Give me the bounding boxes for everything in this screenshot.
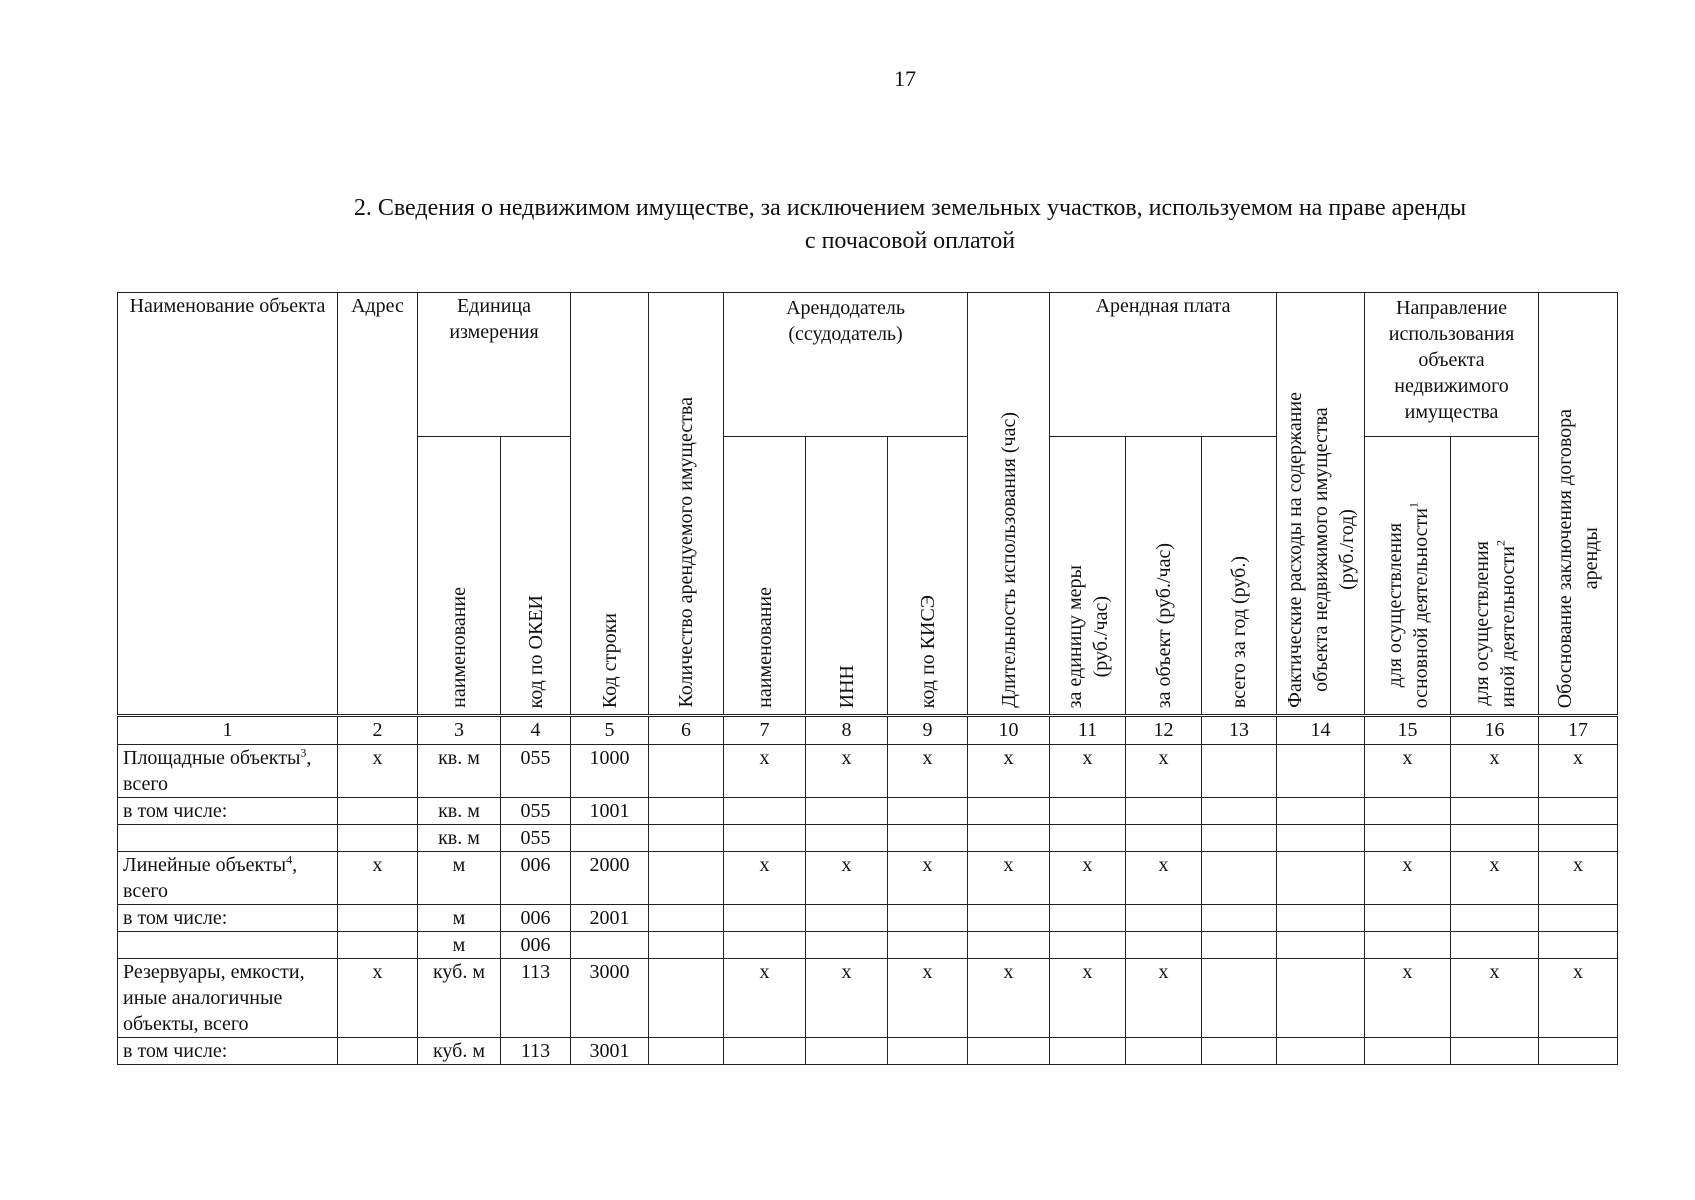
- table-cell: x: [1539, 959, 1618, 1038]
- table-cell: x: [1365, 852, 1451, 905]
- table-cell: [1451, 905, 1539, 932]
- table-cell: [1277, 825, 1365, 852]
- table-cell: x: [724, 959, 806, 1038]
- table-cell: [1126, 1038, 1202, 1065]
- header-unit-group: Единица измерения: [418, 293, 571, 437]
- header-lessor-kise-label: код по КИСЭ: [916, 594, 939, 708]
- table-cell: [1365, 1038, 1451, 1065]
- table-cell: [968, 825, 1050, 852]
- table-body: [118, 745, 1618, 1065]
- table-cell: 006: [501, 932, 571, 959]
- table-cell: [806, 798, 888, 825]
- table-cell: [1365, 905, 1451, 932]
- object-name-cell: [118, 745, 338, 798]
- header-duration: [968, 293, 1050, 716]
- header-direction-main-line-2: основной деятельности: [1409, 507, 1432, 708]
- table-cell: x: [724, 852, 806, 905]
- table-cell: x: [338, 745, 418, 798]
- table-header: [118, 293, 1618, 716]
- table-cell: [1277, 852, 1365, 905]
- table-cell: 006: [501, 905, 571, 932]
- header-rent-unit-line-1: за единицу меры: [1063, 564, 1086, 708]
- header-unit-name-label: наименование: [448, 587, 470, 708]
- table-cell: x: [338, 959, 418, 1038]
- table-cell: [1202, 959, 1277, 1038]
- footnote-marker: 3: [300, 745, 307, 760]
- object-name: Площадные объекты: [123, 747, 301, 769]
- header-expenses: [1277, 293, 1365, 716]
- table-cell: м: [418, 852, 501, 905]
- column-number-row: [118, 716, 1618, 745]
- column-number: 3: [418, 716, 501, 745]
- table-cell: [1202, 852, 1277, 905]
- table-cell: [724, 932, 806, 959]
- column-number: 11: [1050, 716, 1126, 745]
- table-cell: 3001: [571, 1038, 649, 1065]
- header-unit-okei: [501, 437, 571, 716]
- column-number: 1: [118, 716, 338, 745]
- column-number: 5: [571, 716, 649, 745]
- object-name-suffix: , всего: [123, 854, 298, 902]
- table-cell: [1277, 959, 1365, 1038]
- header-rent-object-label: за объект (руб./час): [1152, 542, 1175, 708]
- table-cell: [806, 825, 888, 852]
- table-row: [118, 959, 1618, 1038]
- column-number: 17: [1539, 716, 1618, 745]
- table-cell: [338, 905, 418, 932]
- table-cell: куб. м: [418, 1038, 501, 1065]
- table-cell: [1539, 1038, 1618, 1065]
- table-cell: [1050, 1038, 1126, 1065]
- table-cell: [649, 1038, 724, 1065]
- object-name-cell: [118, 1038, 338, 1065]
- table-cell: [1050, 825, 1126, 852]
- column-number: 15: [1365, 716, 1451, 745]
- column-number: 14: [1277, 716, 1365, 745]
- table-cell: x: [1050, 745, 1126, 798]
- table-cell: 3000: [571, 959, 649, 1038]
- object-name-cell: [118, 905, 338, 932]
- table-cell: x: [968, 745, 1050, 798]
- table-cell: [1277, 745, 1365, 798]
- table-cell: кв. м: [418, 825, 501, 852]
- table-cell: [724, 798, 806, 825]
- table-cell: [806, 1038, 888, 1065]
- header-rent-unit-line-2: (руб./час): [1089, 595, 1112, 677]
- header-lessor-name-label: наименование: [753, 587, 776, 708]
- column-number: 6: [649, 716, 724, 745]
- header-row-code-label: Код строки: [598, 612, 621, 708]
- table-cell: [1365, 798, 1451, 825]
- table-cell: [338, 932, 418, 959]
- object-name: в том числе:: [123, 800, 228, 822]
- header-row-code: [571, 293, 649, 716]
- table-cell: [1451, 932, 1539, 959]
- table-cell: кв. м: [418, 745, 501, 798]
- header-expenses-line-1: Фактические расходы на содержание: [1283, 392, 1306, 708]
- table-cell: x: [1126, 852, 1202, 905]
- table-row: [118, 798, 1618, 825]
- table-cell: [968, 905, 1050, 932]
- table-cell: [1202, 1038, 1277, 1065]
- table-cell: [724, 825, 806, 852]
- header-direction-main: [1365, 437, 1451, 716]
- table-cell: 113: [501, 1038, 571, 1065]
- table-row: [118, 852, 1618, 905]
- header-direction-main-line-1: для осуществления: [1383, 522, 1406, 688]
- table-cell: [1202, 825, 1277, 852]
- table-cell: x: [806, 852, 888, 905]
- table-cell: x: [888, 745, 968, 798]
- table-cell: [1050, 932, 1126, 959]
- table-cell: [1365, 825, 1451, 852]
- table-cell: x: [338, 852, 418, 905]
- object-name: Линейные объекты: [123, 854, 287, 876]
- table-cell: [968, 932, 1050, 959]
- table-cell: [649, 798, 724, 825]
- table-cell: [1277, 798, 1365, 825]
- table-cell: [1126, 905, 1202, 932]
- table-cell: [968, 798, 1050, 825]
- table-cell: x: [1539, 745, 1618, 798]
- table-cell: 055: [501, 798, 571, 825]
- table-cell: кв. м: [418, 798, 501, 825]
- table-cell: 2001: [571, 905, 649, 932]
- table-cell: x: [1539, 852, 1618, 905]
- table-cell: [571, 932, 649, 959]
- table-row: [118, 932, 1618, 959]
- table-cell: [1126, 825, 1202, 852]
- table-cell: [806, 905, 888, 932]
- header-rent-year-label: всего за год (руб.): [1228, 555, 1251, 708]
- table-cell: 113: [501, 959, 571, 1038]
- table-cell: x: [888, 959, 968, 1038]
- header-quantity-label: Количество арендуемого имущества: [675, 397, 698, 708]
- table-cell: м: [418, 932, 501, 959]
- table-cell: [1126, 932, 1202, 959]
- table-cell: [1126, 798, 1202, 825]
- table-cell: x: [1050, 959, 1126, 1038]
- table-cell: x: [1365, 745, 1451, 798]
- column-number: 9: [888, 716, 968, 745]
- header-lessor-inn: [806, 437, 888, 716]
- header-basis-line-2: аренды: [1580, 527, 1603, 590]
- footnote-1-marker: 1: [1405, 501, 1420, 508]
- header-direction-other: [1451, 437, 1539, 716]
- table-cell: [1277, 1038, 1365, 1065]
- table-cell: [888, 825, 968, 852]
- table-cell: [338, 825, 418, 852]
- table-cell: x: [1451, 852, 1539, 905]
- header-lessor-inn-label: ИНН: [835, 664, 858, 708]
- table-cell: [649, 959, 724, 1038]
- table-cell: 1000: [571, 745, 649, 798]
- header-lessor-group: Арендодатель (ссудодатель): [724, 293, 968, 437]
- table-cell: [888, 905, 968, 932]
- table-cell: [649, 852, 724, 905]
- section-title: [240, 192, 1580, 258]
- table-cell: [1451, 1038, 1539, 1065]
- header-basis-line-1: Обоснование заключения договора: [1554, 408, 1577, 708]
- table-cell: x: [1451, 745, 1539, 798]
- table-cell: 1001: [571, 798, 649, 825]
- table-cell: x: [888, 852, 968, 905]
- table-cell: [1365, 932, 1451, 959]
- table-cell: 006: [501, 852, 571, 905]
- table-cell: [1539, 905, 1618, 932]
- table-cell: [968, 1038, 1050, 1065]
- table-row: [118, 905, 1618, 932]
- table-cell: x: [968, 959, 1050, 1038]
- table-cell: [338, 1038, 418, 1065]
- header-rent-unit: [1050, 437, 1126, 716]
- table-cell: [338, 798, 418, 825]
- table-cell: [1050, 905, 1126, 932]
- column-number: 10: [968, 716, 1050, 745]
- section-title-line-1: 2. Сведения о недвижимом имуществе, за исключением земельных участков, используемом на праве аренды: [353, 195, 1467, 221]
- table-cell: [888, 798, 968, 825]
- footnote-2-marker: 2: [1492, 540, 1507, 547]
- table-cell: м: [418, 905, 501, 932]
- header-expenses-line-2: объекта недвижимого имущества: [1309, 407, 1332, 693]
- table-cell: [1451, 798, 1539, 825]
- column-number: 16: [1451, 716, 1539, 745]
- table-cell: [649, 905, 724, 932]
- table-cell: [649, 825, 724, 852]
- column-number: 4: [501, 716, 571, 745]
- table-cell: x: [806, 959, 888, 1038]
- table-cell: x: [1451, 959, 1539, 1038]
- header-direction-other-line-2: иной деятельности: [1496, 546, 1519, 708]
- table-row: [118, 745, 1618, 798]
- object-name-cell: [118, 959, 338, 1038]
- object-name-suffix: , всего: [123, 747, 312, 795]
- object-name: в том числе:: [123, 907, 228, 929]
- column-number: 8: [806, 716, 888, 745]
- table-cell: [1539, 798, 1618, 825]
- table-cell: 2000: [571, 852, 649, 905]
- header-unit-okei-label: код по ОКЕИ: [524, 594, 547, 708]
- header-duration-label: Длительность использования (час): [997, 412, 1020, 708]
- footnote-marker: 4: [286, 852, 293, 867]
- table-cell: x: [1126, 745, 1202, 798]
- object-name-cell: [118, 932, 338, 959]
- section-title-line-2: с почасовой оплатой: [804, 228, 1016, 254]
- table-row: [118, 1038, 1618, 1065]
- header-quantity: [649, 293, 724, 716]
- table-cell: [649, 932, 724, 959]
- object-name-cell: [118, 798, 338, 825]
- table-cell: [724, 905, 806, 932]
- table-cell: [1202, 745, 1277, 798]
- table-cell: [1202, 932, 1277, 959]
- table-cell: [1539, 932, 1618, 959]
- page-number: 17: [894, 66, 916, 91]
- table-cell: [888, 1038, 968, 1065]
- object-name: Резервуары, емкости, иные аналогичные объекты, всего: [123, 961, 305, 1035]
- header-basis: [1539, 293, 1618, 716]
- table-cell: [1277, 905, 1365, 932]
- table-cell: [806, 932, 888, 959]
- table-cell: [1050, 798, 1126, 825]
- table-row: [118, 825, 1618, 852]
- table-cell: x: [1365, 959, 1451, 1038]
- object-name: в том числе:: [123, 1040, 228, 1062]
- header-rent-group: Арендная плата: [1050, 293, 1277, 437]
- table-cell: куб. м: [418, 959, 501, 1038]
- table-cell: 055: [501, 745, 571, 798]
- column-number: 12: [1126, 716, 1202, 745]
- table-cell: [724, 1038, 806, 1065]
- table-cell: x: [968, 852, 1050, 905]
- table-cell: 055: [501, 825, 571, 852]
- header-direction-group: Направление использования объекта недвижимого имущества: [1365, 293, 1539, 437]
- table-cell: [571, 825, 649, 852]
- column-number: 13: [1202, 716, 1277, 745]
- column-number: 2: [338, 716, 418, 745]
- table-cell: x: [1050, 852, 1126, 905]
- object-name-cell: [118, 825, 338, 852]
- object-name-cell: [118, 852, 338, 905]
- header-rent-year: [1202, 437, 1277, 716]
- header-expenses-line-3: (руб./год): [1335, 509, 1358, 591]
- header-rent-object: [1126, 437, 1202, 716]
- table-cell: x: [806, 745, 888, 798]
- table-cell: [888, 932, 968, 959]
- header-unit-name: [418, 437, 501, 716]
- header-lessor-kise: [888, 437, 968, 716]
- header-direction-other-line-1: для осуществления: [1470, 541, 1493, 707]
- header-object-name: Наименование объекта: [118, 293, 338, 716]
- header-lessor-name: [724, 437, 806, 716]
- table-cell: [1202, 905, 1277, 932]
- column-number: 7: [724, 716, 806, 745]
- header-address: Адрес: [338, 293, 418, 716]
- table-cell: [1451, 825, 1539, 852]
- table-cell: x: [724, 745, 806, 798]
- table-cell: [1277, 932, 1365, 959]
- table-cell: [1202, 798, 1277, 825]
- table-cell: x: [1126, 959, 1202, 1038]
- column-number-row: [118, 716, 1618, 745]
- table-cell: [649, 745, 724, 798]
- lease-table: [117, 292, 1618, 1065]
- table-cell: [1539, 825, 1618, 852]
